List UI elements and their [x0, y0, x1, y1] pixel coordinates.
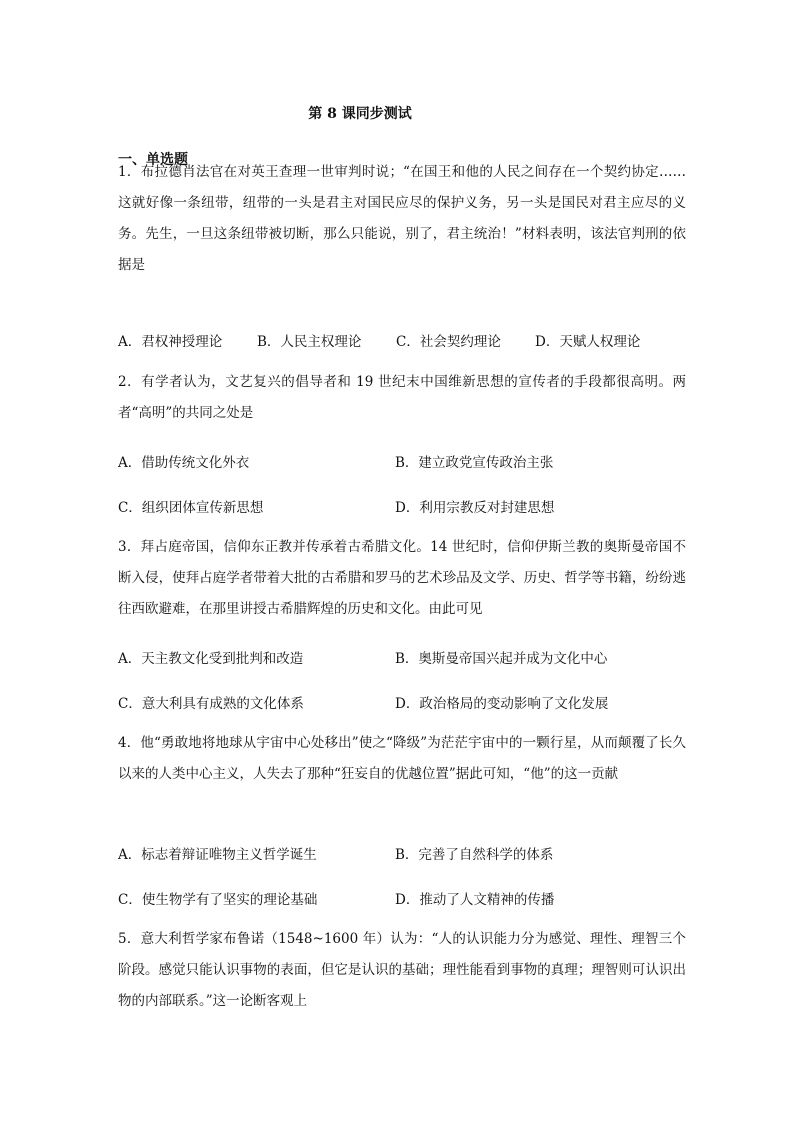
option-b[interactable]: B．奥斯曼帝国兴起并成为文化中心: [395, 651, 608, 667]
option-d[interactable]: D．推动了人文精神的传播: [395, 892, 555, 908]
option-b[interactable]: B．完善了自然科学的体系: [395, 847, 554, 863]
option-d[interactable]: D．利用宗教反对封建思想: [395, 500, 555, 516]
question-3-stem: 3．拜占庭帝国，信仰东正教并传承着古希腊文化。14 世纪时，信仰伊斯兰教的奥斯曼帝国不断入侵，使拜占庭学者带着大批的古希腊和罗马的艺术珍品及文学、历史、哲学等书籍，纷纷逃往西欧避难，在那里讲授古希腊辉煌的历史和文化。由此可见: [118, 539, 686, 617]
question-4-stem: 4．他“勇敢地将地球从宇宙中心处移出”使之“降级”为茫茫宇宙中的一颗行星，从而颠覆了长久以来的人类中心主义，人失去了那种“狂妄自的优越位置”据此可知，“他”的这一贡献: [118, 735, 686, 782]
option-b[interactable]: B．人民主权理论: [257, 334, 362, 350]
option-c[interactable]: C．意大利具有成熟的文化体系: [118, 696, 304, 712]
question-1-stem: 1．布拉德肖法官在对英王查理一世审判时说；“在国王和他的人民之间存在一个契约协定……这就好像一条纽带，纽带的一头是君主对国民应尽的保护义务，另一头是国民对君主应尽的义务。先生，一旦这条纽带被切断，那么只能说，别了，君主统治！”材料表明，该法官判刑的依据是: [118, 164, 686, 273]
option-a[interactable]: A．标志着辩证唯物主义哲学诞生: [118, 847, 317, 863]
option-a[interactable]: A．借助传统文化外衣: [118, 455, 250, 471]
section-heading: 一、单选题: [118, 152, 188, 168]
option-d[interactable]: D．政治格局的变动影响了文化发展: [395, 696, 609, 712]
option-a[interactable]: A．天主教文化受到批判和改造: [118, 651, 304, 667]
option-c[interactable]: C．组织团体宣传新思想: [118, 500, 264, 516]
option-c[interactable]: C．社会契约理论: [396, 334, 501, 350]
question-1-options: [118, 330, 718, 350]
page-title: 第 8 课同步测试: [308, 106, 412, 122]
option-d[interactable]: D．天赋人权理论: [535, 334, 641, 350]
question-5-stem: 5．意大利哲学家布鲁诺（1548~1600 年）认为：“人的认识能力分为感觉、理性、理智三个阶段。感觉只能认识事物的表面，但它是认识的基础；理性能看到事物的真理；理智则可认识出物的内部联系。”这一论断客观上: [118, 931, 686, 1009]
option-b[interactable]: B．建立政党宣传政治主张: [395, 455, 554, 471]
option-a[interactable]: A．君权神授理论: [118, 334, 223, 350]
question-2-stem: 2．有学者认为，文艺复兴的倡导者和 19 世纪末中国维新思想的宣传者的手段都很高明。两者“高明”的共同之处是: [118, 374, 686, 421]
option-c[interactable]: C．使生物学有了坚实的理论基础: [118, 892, 318, 908]
